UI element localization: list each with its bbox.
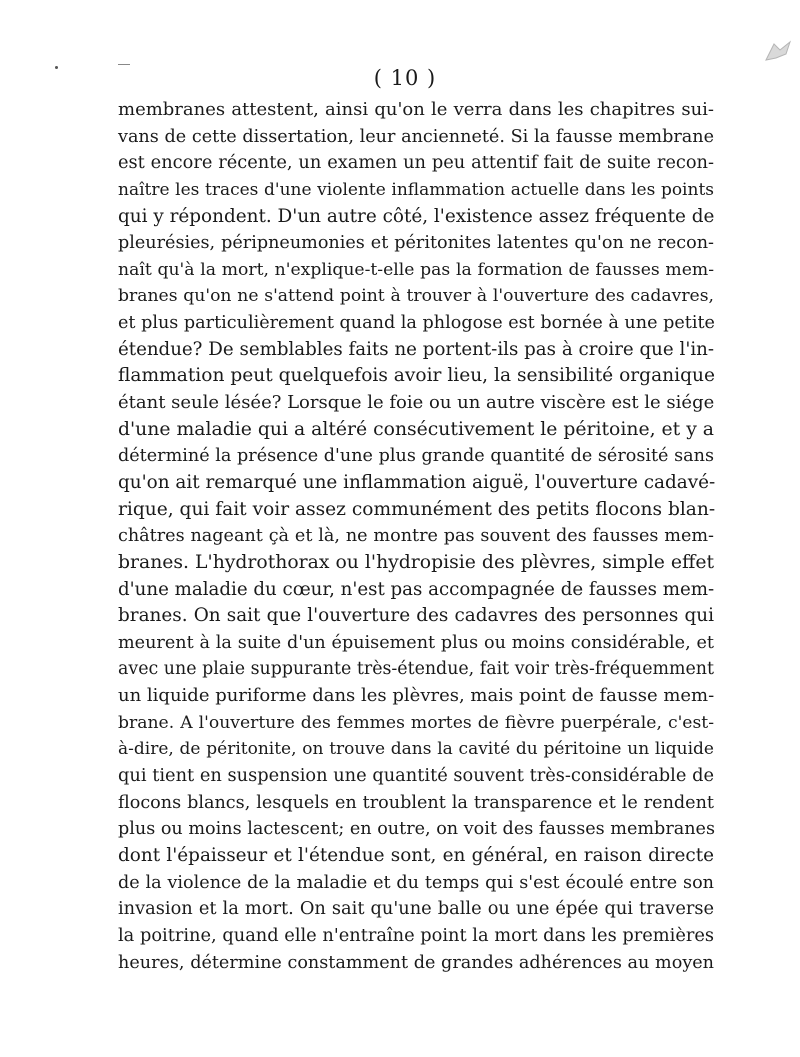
text-line: dont l'épaisseur et l'étendue sont, en général, en raison directe — [118, 844, 714, 866]
text-line: membranes attestent, ainsi qu'on le verra dans les chapitres sui- — [118, 99, 714, 120]
text-line: vans de cette dissertation, leur ancienneté. Si la fausse membrane — [118, 126, 714, 147]
text-line: flocons blancs, lesquels en troublent la transparence et le rendent — [118, 792, 714, 813]
text-line: pleurésies, péripneumonies et péritonites latentes qu'on ne recon- — [118, 233, 714, 254]
text-line: flammation peut quelquefois avoir lieu, la sensibilité organique — [118, 365, 715, 387]
text-line: et plus particulièrement quand la phlogose est bornée à une petite — [118, 313, 715, 334]
text-line: branes qu'on ne s'attend point à trouver à l'ouverture des cadavres, — [118, 286, 714, 307]
text-line: châtres nageant çà et là, ne montre pas souvent des fausses mem- — [118, 526, 714, 547]
text-line: à-dire, de péritonite, on trouve dans la cavité du péritoine un liquide — [118, 739, 714, 760]
text-line: naît qu'à la mort, n'explique-t-elle pas la formation de fausses mem- — [118, 259, 714, 280]
text-line: la poitrine, quand elle n'entraîne point la mort dans les premières — [118, 924, 714, 946]
text-line: brane. A l'ouverture des femmes mortes de fièvre puerpérale, c'est- — [118, 712, 714, 733]
text-line: avec une plaie suppurante très-étendue, fait voir très-fréquemment — [118, 659, 714, 680]
text-line: naître les traces d'une violente inflammation actuelle dans les points — [118, 179, 714, 200]
text-line: étendue? De semblables faits ne portent-ils pas à croire que l'in- — [118, 338, 714, 360]
page-number: ( 10 ) — [373, 66, 437, 90]
text-line: déterminé la présence d'une plus grande quantité de sérosité sans — [118, 446, 714, 467]
text-line: qui tient en suspension une quantité souvent très-considérable de — [118, 765, 714, 787]
text-line: est encore récente, un examen un peu attentif fait de suite recon- — [118, 152, 714, 174]
text-line: meurent à la suite d'un épuisement plus ou moins considérable, et — [118, 632, 714, 653]
text-line: branes. L'hydrothorax ou l'hydropisie des plèvres, simple effet — [118, 551, 714, 573]
text-line: d'une maladie du cœur, n'est pas accompagnée de fausses mem- — [118, 578, 715, 600]
text-line: rique, qui fait voir assez communément des petits flocons blan- — [118, 498, 716, 520]
text-line: plus ou moins lactescent; en outre, on voit des fausses membranes — [118, 819, 715, 840]
text-line: qu'on ait remarqué une inflammation aiguë, l'ouverture cadavé- — [118, 471, 716, 493]
text-line: d'une maladie qui a altéré consécutivement le péritoine, et y a — [118, 418, 714, 440]
text-line: qui y répondent. D'un autre côté, l'existence assez fréquente de — [118, 205, 715, 227]
text-line: un liquide puriforme dans les plèvres, mais point de fausse mem- — [118, 685, 715, 707]
text-line: heures, détermine constamment de grandes adhérences au moyen — [118, 952, 714, 973]
ink-mark — [118, 64, 130, 65]
text-line: étant seule lésée? Lorsque le foie ou un autre viscère est le siége — [118, 392, 715, 414]
text-line: invasion et la mort. On sait qu'une balle ou une épée qui traverse — [118, 898, 714, 920]
page-corner-mark — [764, 40, 792, 62]
body-text — [118, 97, 714, 976]
text-line: branes. On sait que l'ouverture des cadavres des personnes qui — [118, 605, 714, 627]
text-line: de la violence de la maladie et du temps qui s'est écoulé entre son — [118, 872, 714, 893]
